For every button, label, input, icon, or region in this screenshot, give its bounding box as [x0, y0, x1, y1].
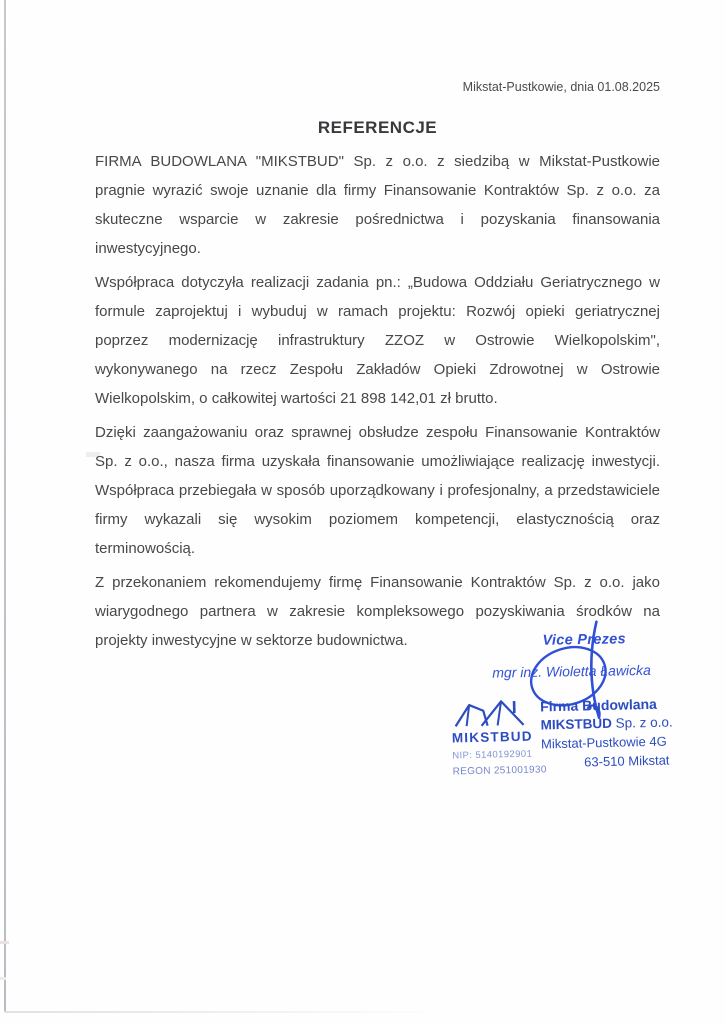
mikstbud-logo-icon — [453, 698, 532, 730]
stamp-company-suffix: Sp. z o.o. — [611, 714, 673, 731]
stamp-company-line2 — [540, 714, 673, 733]
stamp-nip: NIP: 5140192901 — [452, 748, 533, 762]
signature-name: mgr inż. Wioletta Ławicka — [492, 661, 651, 681]
scan-noise-mark — [0, 941, 9, 944]
stamp-company-line1: Firma Budowlana — [540, 695, 658, 715]
scan-noise-mark — [0, 977, 6, 980]
stamp-left-column — [451, 697, 547, 778]
company-stamp — [451, 695, 671, 790]
paragraph-4: Z przekonaniem rekomendujemy firmę Finansowanie Kontraktów Sp. z o.o. jako wiarygodnego partnera w zakresie kompleksowego pozyskiwania środków na projekty inwestycyjne w sektorze budownictwa. — [95, 574, 660, 649]
letter-body — [95, 147, 660, 660]
signature-block — [492, 630, 678, 680]
date-line: Mikstat-Pustkowie, dnia 01.08.2025 — [462, 80, 660, 94]
stamp-logo-text: MIKSTBUD — [451, 728, 533, 746]
paragraph-2: Współpraca dotyczyła realizacji zadania pn.: „Budowa Oddziału Geriatrycznego w formule zaprojektuj i wybuduj w ramach projektu: Rozwój opieki geriatrycznej poprzez modernizację infrastruktury ZZOZ w Ostrowie Wielkopolskim", wykonywanego na rzecz Zespołu Zakładów Opieki Zdrowotnej w Ostrowie Wielkopolskim, o całkowitej wartości 21 898 142,01 zł brutto. — [95, 274, 660, 407]
stamp-regon: REGON 251001930 — [452, 764, 547, 778]
signature-role: Vice Prezes — [542, 631, 627, 649]
document-title: REFERENCJE — [317, 118, 438, 137]
scan-edge-bottom-artifact — [4, 1011, 444, 1013]
stamp-company-name: MIKSTBUD — [540, 715, 613, 733]
paragraph-3: Dzięki zaangażowaniu oraz sprawnej obsłudze zespołu Finansowanie Kontraktów Sp. z o.o., nasza firma uzyskała finansowanie umożliwiające realizację inwestycji. Współpraca przebiegała w sposób uporządkowany i profesjonalny, a przedstawiciele firmy wykazali się wysokim poziomem kompetencji, elastycznością oraz terminowością. — [95, 424, 660, 557]
stamp-address-street: Mikstat-Pustkowie 4G — [540, 733, 667, 752]
paragraph-1: FIRMA BUDOWLANA "MIKSTBUD" Sp. z o.o. z siedzibą w Mikstat-Pustkowie pragnie wyrazić swoje uznanie dla firmy Finansowanie Kontraktów Sp. z o.o. za skuteczne wsparcie w zakresie pośrednictwa i pozyskania finansowania inwestycyjnego. — [95, 153, 660, 257]
stamp-address-city: 63-510 Mikstat — [584, 752, 670, 770]
scan-edge-left-artifact — [4, 0, 6, 1013]
stamp-address-column — [540, 695, 673, 771]
